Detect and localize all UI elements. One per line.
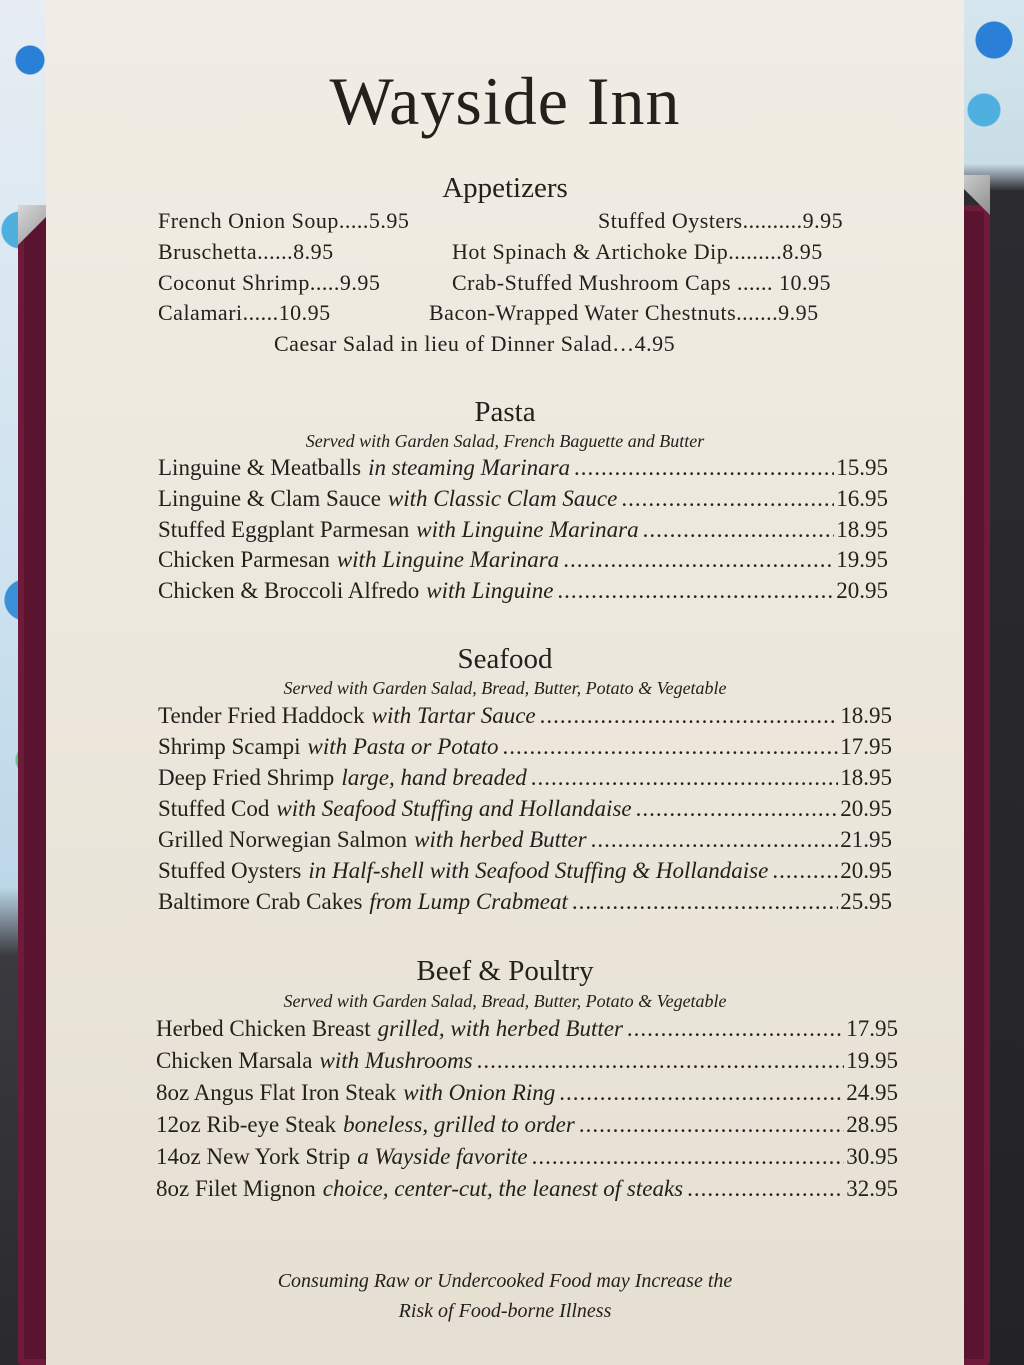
menu-item-name: Linguine & Clam Sauce [158,486,381,511]
menu-item-name: Shrimp Scampi [158,734,301,759]
beef-poultry-subheading: Served with Garden Salad, Bread, Butter, Potato & Vegetable [283,991,727,1011]
menu-item [158,734,892,760]
leader-dots [591,827,839,853]
leader-dots [532,1144,845,1170]
leader-dots [772,858,838,884]
menu-item [158,517,888,543]
pasta-heading: Pasta [474,396,536,428]
menu-item [158,578,888,604]
menu-item-name: Chicken & Broccoli Alfredo [158,578,420,603]
menu-item-desc: with Classic Clam Sauce [387,486,618,511]
leader-dots [540,703,839,729]
menu-item-price: 17.95 [840,734,892,759]
menu-item [158,858,892,884]
restaurant-title: Wayside Inn [329,63,681,139]
appetizer-item: Stuffed Oysters..........9.95 [598,208,844,233]
menu-item-price: 19.95 [846,1048,898,1073]
menu-item-desc: with Pasta or Potato [307,734,499,759]
menu-item-desc: in steaming Marinara [368,455,571,480]
menu-item [158,455,888,481]
menu-item-name: Chicken Marsala [156,1048,313,1073]
seafood-heading: Seafood [457,643,553,675]
menu-item [158,703,892,729]
menu-item-price: 20.95 [836,578,888,603]
menu-item-price: 18.95 [836,517,888,542]
appetizer-item: French Onion Soup.....5.95 [158,208,410,233]
menu-item-price: 19.95 [836,547,888,572]
pasta-subheading: Served with Garden Salad, French Baguette and Butter [305,431,705,451]
menu-item-name: Tender Fried Haddock [158,703,365,728]
menu-item-name: Stuffed Oysters [158,858,302,883]
leader-dots [572,889,838,915]
menu-item-price: 24.95 [846,1080,898,1105]
appetizers-heading: Appetizers [442,172,568,204]
menu-item-name: 14oz New York Strip [156,1144,351,1169]
appetizer-item: Hot Spinach & Artichoke Dip.........8.95 [452,239,823,264]
menu-item [158,796,892,822]
menu-item-name: Stuffed Eggplant Parmesan [158,517,410,542]
notice-line-1: Consuming Raw or Undercooked Food may Increase the [277,1270,733,1292]
menu-item-name: 12oz Rib-eye Steak [156,1112,337,1137]
menu-item-name: Deep Fried Shrimp [158,765,335,790]
menu-item-desc: a Wayside favorite [357,1144,528,1169]
menu-item-desc: choice, center-cut, the leanest of steaks [322,1176,684,1201]
menu-item [158,827,892,853]
menu-item-desc: with Linguine [426,578,554,603]
menu-item-name: Stuffed Cod [158,796,270,821]
menu-item-name: Baltimore Crab Cakes [158,889,363,914]
menu-item [156,1016,898,1042]
leader-dots [557,578,834,604]
menu-item-desc: with herbed Butter [414,827,587,852]
leader-dots [636,796,839,822]
menu-item [156,1176,898,1202]
menu-item-desc: from Lump Crabmeat [369,889,568,914]
menu-item-desc: with Linguine Marinara [416,517,639,542]
menu-item [158,486,888,512]
menu-item-price: 17.95 [846,1016,898,1041]
menu-item [158,765,892,791]
menu-item-name: 8oz Angus Flat Iron Steak [156,1080,397,1105]
leader-dots [531,765,838,791]
menu-item [156,1144,898,1170]
leader-dots [579,1112,844,1138]
menu-item-desc: with Tartar Sauce [371,703,536,728]
leader-dots [563,547,834,573]
beef-poultry-heading: Beef & Poultry [416,955,594,987]
menu-item-price: 21.95 [840,827,892,852]
menu-item [156,1112,898,1138]
leader-dots [477,1048,845,1074]
appetizer-item: Bacon-Wrapped Water Chestnuts.......9.95 [429,300,819,325]
menu-item [158,547,888,573]
appetizer-item: Crab-Stuffed Mushroom Caps ...... 10.95 [452,270,832,295]
menu-item [156,1080,898,1106]
menu-item-price: 16.95 [836,486,888,511]
menu-item-price: 18.95 [840,703,892,728]
menu-item [158,889,892,915]
menu-item-price: 25.95 [840,889,892,914]
leader-dots [574,455,834,481]
leader-dots [621,486,834,512]
menu-item [156,1048,898,1074]
menu-item-desc: in Half-shell with Seafood Stuffing & Hollandaise [308,858,769,883]
menu-item-price: 20.95 [840,796,892,821]
menu-item-price: 28.95 [846,1112,898,1137]
notice-line-2: Risk of Food-borne Illness [398,1300,612,1322]
leader-dots [627,1016,844,1042]
appetizer-item: Bruschetta......8.95 [158,239,334,264]
menu-item-desc: with Linguine Marinara [336,547,560,572]
menu-page [46,0,964,1365]
leader-dots [503,734,839,760]
menu-item-desc: with Mushrooms [319,1048,473,1073]
appetizer-item: Caesar Salad in lieu of Dinner Salad…4.95 [274,331,676,356]
menu-item-name: Herbed Chicken Breast [156,1016,371,1041]
menu-item-name: Linguine & Meatballs [158,455,362,480]
food-safety-notice [46,1266,964,1326]
menu-item-name: Chicken Parmesan [158,547,330,572]
menu-item-price: 32.95 [846,1176,898,1201]
appetizer-item: Coconut Shrimp.....9.95 [158,270,381,295]
leader-dots [559,1080,844,1106]
menu-item-desc: with Onion Ring [403,1080,556,1105]
menu-item-name: 8oz Filet Mignon [156,1176,316,1201]
menu-item-price: 30.95 [846,1144,898,1169]
menu-item-desc: large, hand breaded [341,765,527,790]
menu-item-price: 18.95 [840,765,892,790]
menu-item-desc: grilled, with herbed Butter [377,1016,623,1041]
appetizer-item: Calamari......10.95 [158,300,331,325]
menu-item-price: 15.95 [836,455,888,480]
leader-dots [643,517,835,543]
seafood-subheading: Served with Garden Salad, Bread, Butter, Potato & Vegetable [283,678,727,698]
leader-dots [687,1176,844,1202]
menu-item-price: 20.95 [840,858,892,883]
menu-item-desc: boneless, grilled to order [343,1112,575,1137]
menu-item-name: Grilled Norwegian Salmon [158,827,408,852]
menu-item-desc: with Seafood Stuffing and Hollandaise [276,796,632,821]
